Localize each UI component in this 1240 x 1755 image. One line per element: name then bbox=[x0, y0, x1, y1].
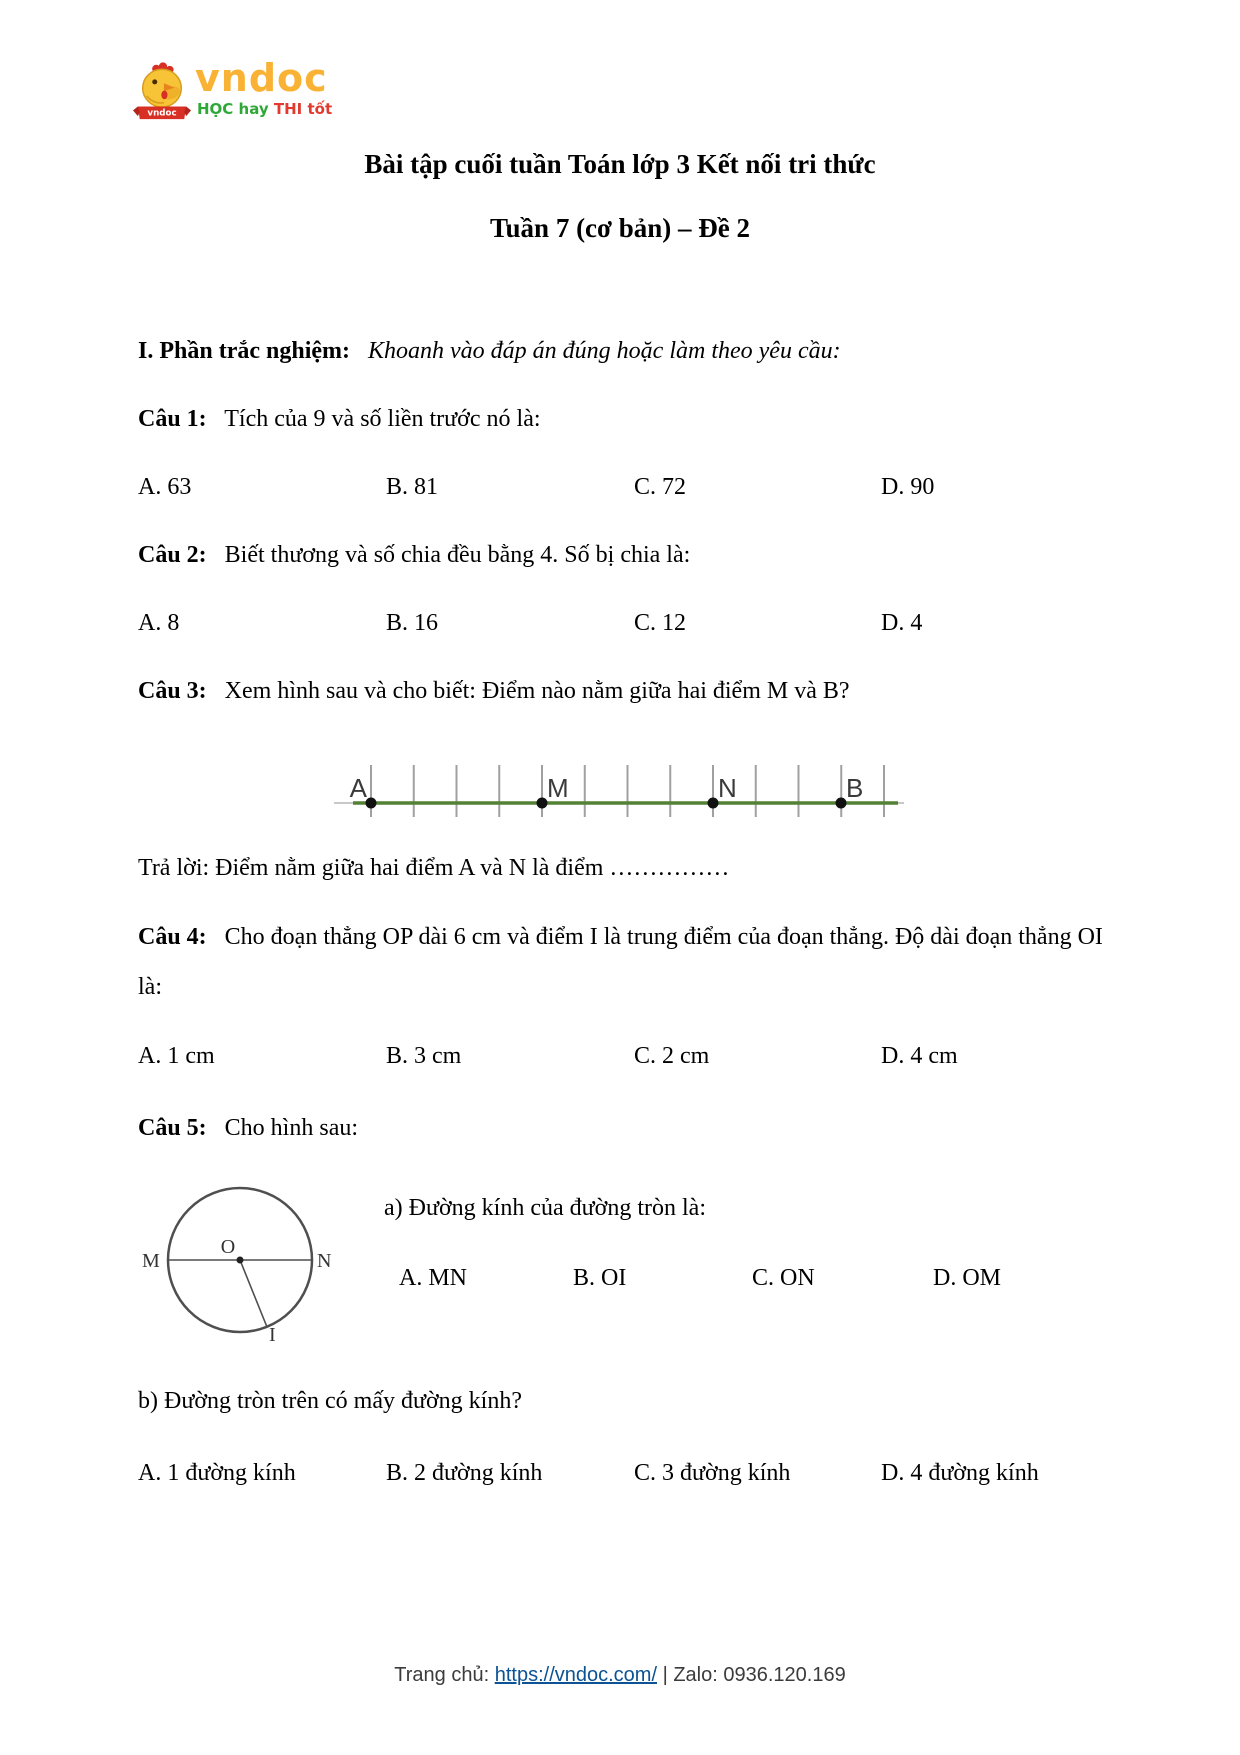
circle-left-label: M bbox=[142, 1250, 160, 1272]
circle-bottom-label: I bbox=[269, 1324, 276, 1346]
question-1 bbox=[138, 403, 541, 436]
document-title: Bài tập cuối tuần Toán lớp 3 Kết nối tri thức bbox=[364, 149, 876, 179]
option-d: D. 4 bbox=[881, 610, 923, 636]
question-2-text: Biết thương và số chia đều bằng 4. Số bị chia là: bbox=[224, 542, 691, 568]
circle-right-label: N bbox=[317, 1250, 332, 1272]
question-3-answer-line: Trả lời: Điểm nằm giữa hai điểm A và N là điểm …………… bbox=[138, 855, 730, 881]
option-b: B. OI bbox=[573, 1265, 627, 1291]
vndoc-logo bbox=[133, 57, 353, 123]
footer-prefix: Trang chủ: bbox=[394, 1664, 495, 1686]
point-n-label: N bbox=[718, 773, 737, 803]
tagline-green: HỌC hay bbox=[197, 100, 269, 118]
footer-suffix: | Zalo: 0936.120.169 bbox=[657, 1664, 846, 1686]
option-d: D. OM bbox=[933, 1265, 1002, 1291]
question-5-label: Câu 5: bbox=[138, 1115, 207, 1141]
point-m-label: M bbox=[547, 773, 569, 803]
question-5b-options bbox=[0, 1457, 1240, 1491]
question-3-text: Xem hình sau và cho biết: Điểm nào nằm giữa hai điểm M và B? bbox=[224, 678, 850, 704]
question-5-text: Cho hình sau: bbox=[224, 1115, 359, 1141]
section-instruction: Khoanh vào đáp án đúng hoặc làm theo yêu cầu: bbox=[368, 338, 841, 364]
option-c: C. ON bbox=[752, 1265, 815, 1291]
question-3-label: Câu 3: bbox=[138, 678, 207, 704]
section-heading bbox=[138, 335, 841, 368]
ribbon-text: vndoc bbox=[147, 108, 177, 119]
page-footer bbox=[0, 1664, 1240, 1687]
option-b: B. 3 cm bbox=[386, 1043, 462, 1069]
brand-wordmark: vndoc bbox=[195, 56, 328, 100]
homepage-link[interactable]: https://vndoc.com/ bbox=[494, 1664, 658, 1686]
question-2 bbox=[138, 539, 690, 572]
question-5 bbox=[138, 1112, 358, 1145]
chicken-mascot-icon bbox=[133, 61, 191, 123]
option-c: C. 2 cm bbox=[634, 1043, 710, 1069]
option-b: B. 2 đường kính bbox=[386, 1460, 543, 1486]
document-subtitle: Tuần 7 (cơ bản) – Đề 2 bbox=[490, 213, 750, 243]
question-4-options bbox=[0, 1040, 1240, 1074]
option-a: A. MN bbox=[399, 1265, 468, 1291]
question-1-label: Câu 1: bbox=[138, 406, 207, 432]
question-2-options bbox=[0, 607, 1240, 641]
question-2-label: Câu 2: bbox=[138, 542, 207, 568]
option-c: C. 72 bbox=[634, 474, 687, 500]
option-a: A. 1 đường kính bbox=[138, 1460, 296, 1486]
option-d: D. 4 cm bbox=[881, 1043, 958, 1069]
question-4-text: Cho đoạn thẳng OP dài 6 cm và điểm I là trung điểm của đoạn thẳng. Độ dài đoạn thẳng OI là: bbox=[138, 924, 1103, 1000]
point-b-label: B bbox=[846, 773, 864, 803]
option-c: C. 12 bbox=[634, 610, 687, 636]
option-c: C. 3 đường kính bbox=[634, 1460, 791, 1486]
option-d: D. 90 bbox=[881, 474, 935, 500]
question-4 bbox=[138, 912, 1128, 1012]
section-label: I. Phần trắc nghiệm: bbox=[138, 338, 350, 364]
question-5a-options bbox=[0, 1262, 1240, 1296]
circle-center-label: O bbox=[220, 1236, 236, 1258]
question-1-text: Tích của 9 và số liền trước nó là: bbox=[224, 406, 541, 432]
number-line-figure bbox=[330, 762, 910, 836]
brand-tagline bbox=[197, 101, 332, 117]
option-a: A. 63 bbox=[138, 474, 192, 500]
point-a-label: A bbox=[349, 773, 367, 803]
question-1-options bbox=[0, 471, 1240, 505]
question-4-label: Câu 4: bbox=[138, 924, 207, 950]
option-b: B. 81 bbox=[386, 474, 439, 500]
question-5b-text: b) Đường tròn trên có mấy đường kính? bbox=[138, 1388, 522, 1414]
option-d: D. 4 đường kính bbox=[881, 1460, 1039, 1486]
option-a: A. 1 cm bbox=[138, 1043, 215, 1069]
option-b: B. 16 bbox=[386, 610, 439, 636]
question-5a-text: a) Đường kính của đường tròn là: bbox=[384, 1195, 706, 1221]
tagline-red: THI tốt bbox=[273, 100, 333, 118]
question-3 bbox=[138, 675, 850, 708]
option-a: A. 8 bbox=[138, 610, 180, 636]
